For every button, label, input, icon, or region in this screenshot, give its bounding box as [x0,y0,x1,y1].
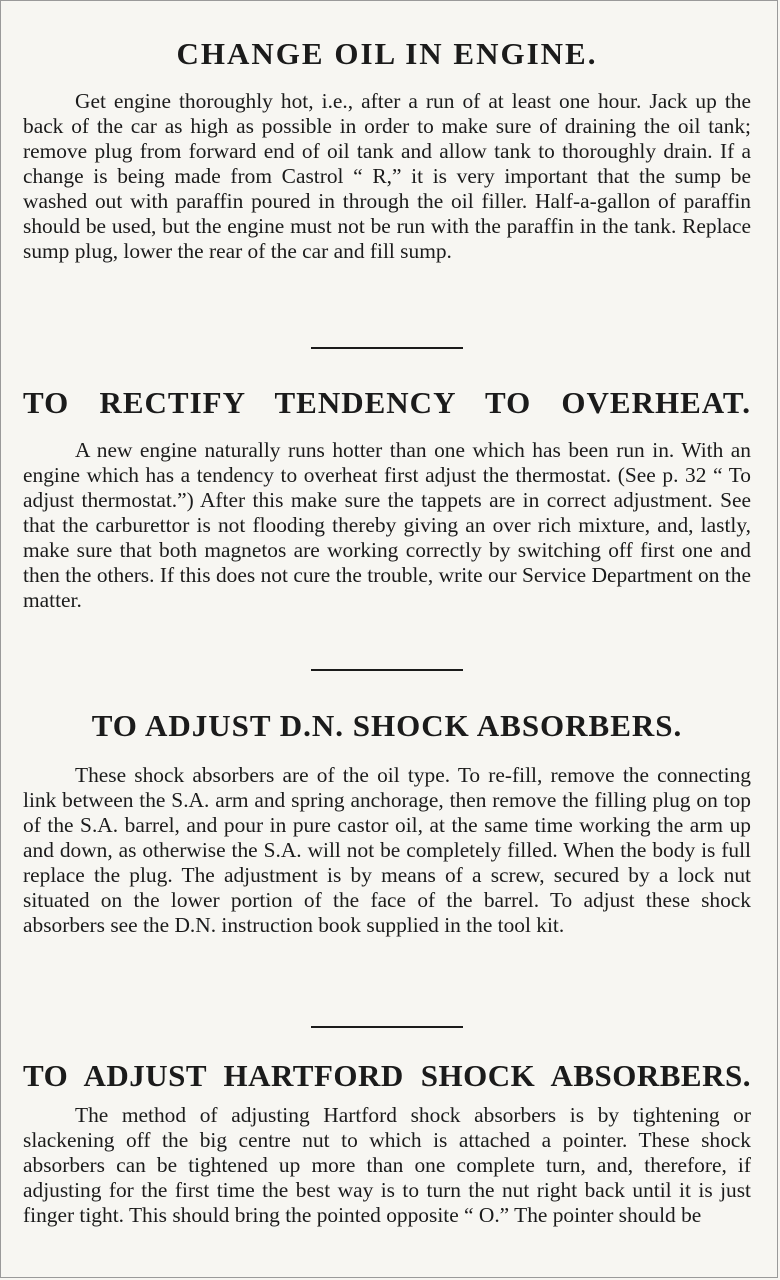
section-body: A new engine naturally runs hotter than one which has been run in. With an engine which has a tendency to overheat first adjust the thermostat. (See p. 32 “ To adjust thermostat.”) After this make sure the tappets are in correct adjustment. See that the carburettor is not flooding thereby giving an over rich mixture, and, lastly, make sure that both magnetos are working correctly by switching off first one and then the others. If this does not cure the trouble, write our Service Department on the matter. [23,438,751,612]
section-heading: CHANGE OIL IN ENGINE. [176,36,598,71]
section-heading: TO ADJUST HARTFORD SHOCK ABSORBERS. [23,1058,751,1093]
section-heading: TO RECTIFY TENDENCY TO OVERHEAT. [23,385,751,420]
section-body: The method of adjusting Hartford shock absorbers is by tightening or slackening off the big centre nut to which is attached a pointer. These shock absorbers can be tightened up more than one complete turn, and, therefore, if adjusting for the first time the best way is to turn the nut right back until it is just finger tight. This should bring the pointed opposite “ O.” The pointer should be [23,1103,751,1227]
section-dn-shock-absorbers [23,709,751,938]
section-divider [311,1026,463,1028]
section-heading: TO ADJUST D.N. SHOCK ABSORBERS. [91,708,683,743]
section-body: These shock absorbers are of the oil type. To re-fill, remove the connecting link between the S.A. arm and spring anchorage, then remove the filling plug on top of the S.A. barrel, and pour in pure castor oil, at the same time working the arm up and down, as otherwise the S.A. will not be completely filled. When the body is full replace the plug. The adjustment is by means of a screw, secured by a lock nut situated on the lower portion of the face of the barrel. To adjust these shock absorbers see the D.N. instruction book supplied in the tool kit. [23,763,751,937]
section-body: Get engine thoroughly hot, i.e., after a run of at least one hour. Jack up the back of the car as high as possible in order to make sure of draining the oil tank; remove plug from forward end of oil tank and allow tank to thoroughly drain. If a change is being made from Castrol “ R,” it is very important that the sump be washed out with paraffin poured in through the oil filler. Half-a-gallon of paraffin should be used, but the engine must not be run with the paraffin in the tank. Replace sump plug, lower the rear of the car and fill sump. [23,89,751,263]
section-divider [311,347,463,349]
section-change-oil [23,37,751,264]
section-divider [311,669,463,671]
section-hartford-shock-absorbers [23,1059,751,1228]
section-overheat [23,386,751,613]
